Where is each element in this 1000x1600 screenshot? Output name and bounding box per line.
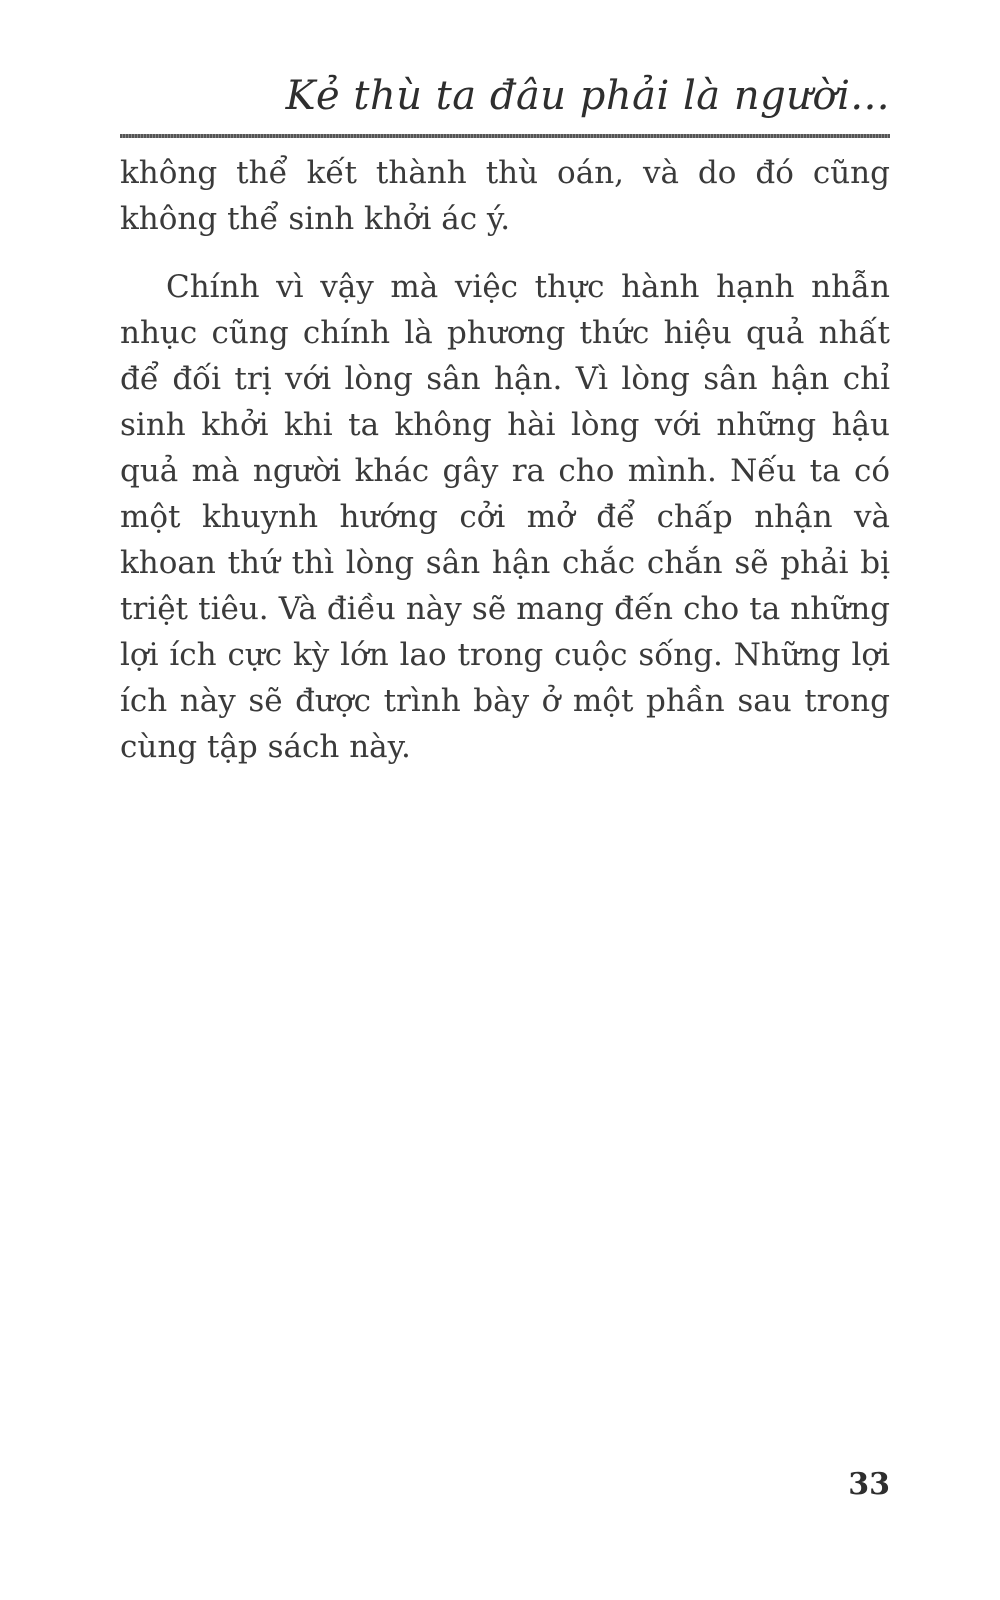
body-text (120, 150, 890, 770)
header-divider (120, 134, 890, 138)
page-number: 33 (848, 1467, 890, 1502)
running-header-title: Kẻ thù ta đâu phải là người... (285, 73, 890, 119)
paragraph-continuation: không thể kết thành thù oán, và do đó cũng không thể sinh khởi ác ý. (120, 155, 890, 237)
paragraph: Chính vì vậy mà việc thực hành hạnh nhẫn nhục cũng chính là phương thức hiệu quả nhất để đối trị với lòng sân hận. Vì lòng sân hận chỉ sinh khởi khi ta không hài lòng với những hậu quả mà người khác gây ra cho mình. Nếu ta có một khuynh hướng cởi mở để chấp nhận và khoan thứ thì lòng sân hận chắc chắn sẽ phải bị triệt tiêu. Và điều này sẽ mang đến cho ta những lợi ích cực kỳ lớn lao trong cuộc sống. Những lợi ích này sẽ được trình bày ở một phần sau trong cùng tập sách này. (120, 269, 890, 765)
